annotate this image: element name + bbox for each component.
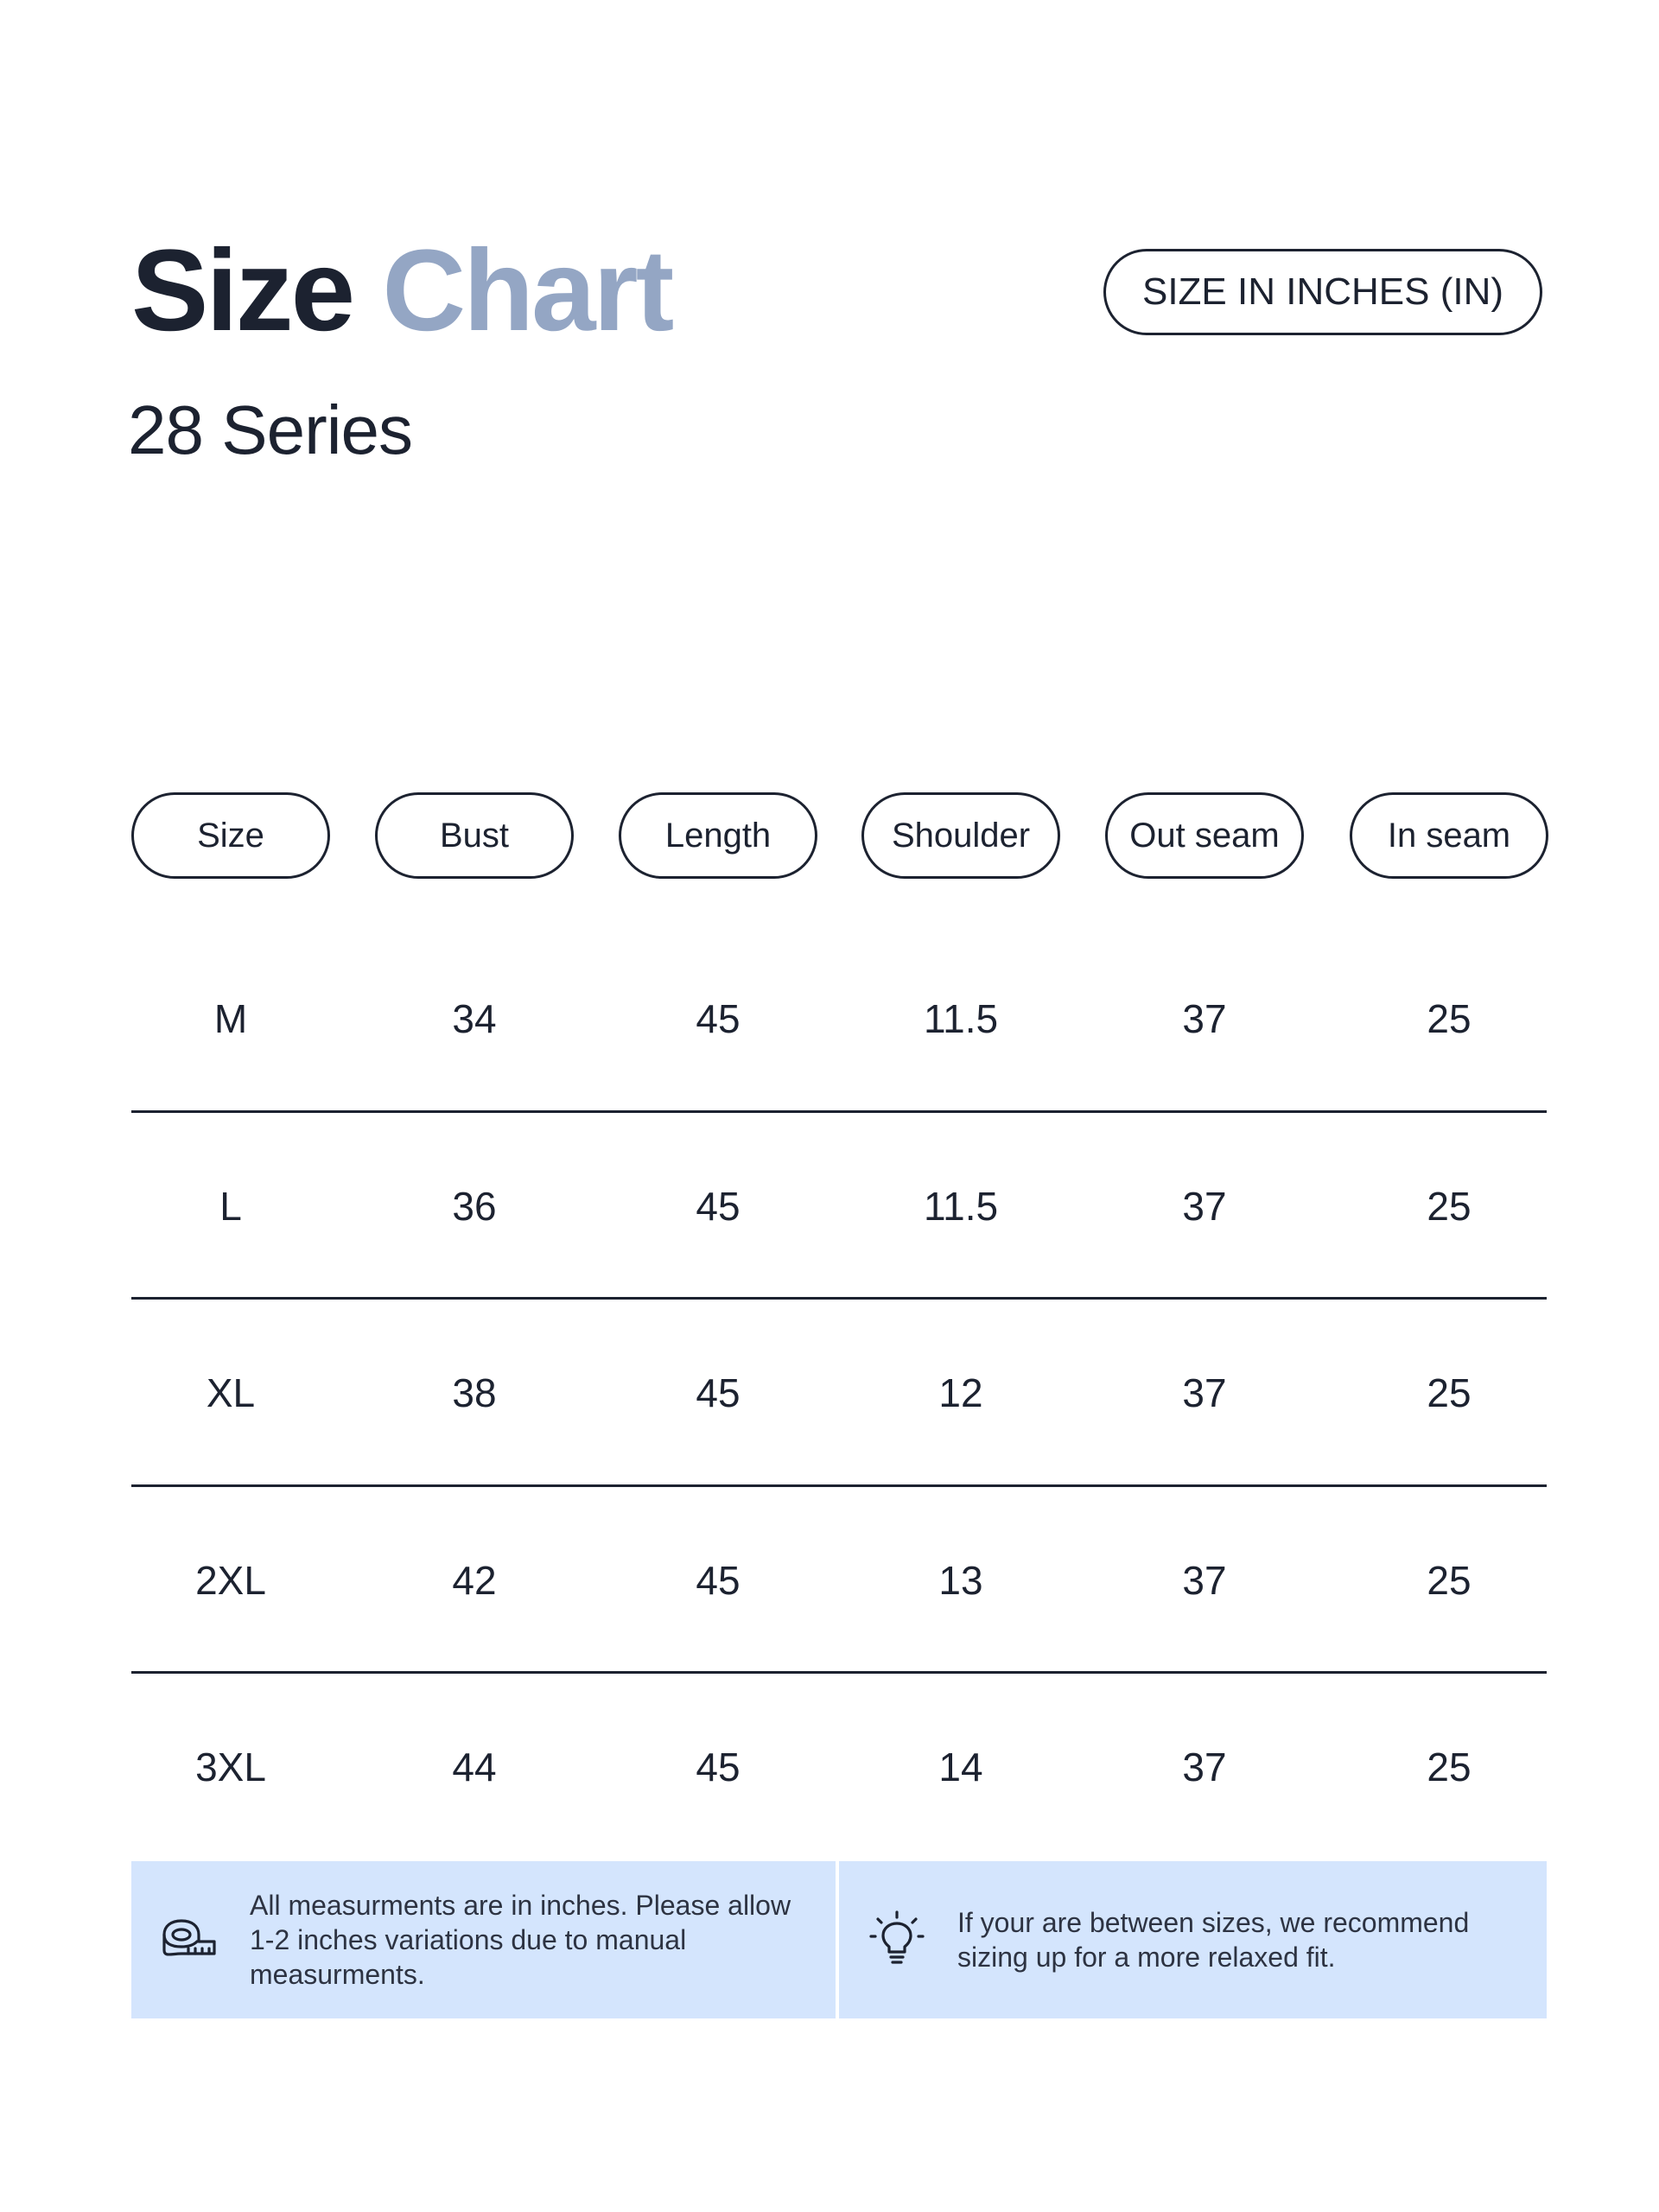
column-header-in-seam: In seam [1350, 792, 1548, 879]
fit-tip-text: If your are between sizes, we recommend sizing up for a more relaxed fit. [957, 1907, 1470, 1973]
table-row [131, 925, 1547, 1112]
cell-length: 45 [696, 996, 741, 1041]
title-main: Size [131, 226, 353, 355]
title-accent: Chart [382, 226, 672, 355]
column-header-shoulder: Shoulder [861, 792, 1060, 879]
cell-size: M [213, 996, 248, 1041]
cell-shoulder: 11.5 [923, 1184, 999, 1229]
cell-size: 3XL [195, 1745, 266, 1789]
cell-length: 45 [696, 1370, 741, 1415]
cell-bust: 38 [452, 1370, 497, 1415]
cell-out-seam: 37 [1182, 1370, 1227, 1415]
column-header-length: Length [619, 792, 817, 879]
cell-bust: 42 [452, 1558, 497, 1603]
cell-size: L [219, 1184, 242, 1229]
cell-shoulder: 12 [938, 1370, 983, 1415]
cell-bust: 36 [452, 1184, 497, 1229]
cell-in-seam: 25 [1427, 996, 1471, 1041]
cell-out-seam: 37 [1182, 1558, 1227, 1603]
cell-out-seam: 37 [1182, 1745, 1227, 1789]
cell-in-seam: 25 [1427, 1745, 1471, 1789]
cell-length: 45 [696, 1558, 741, 1603]
cell-size: 2XL [195, 1558, 266, 1603]
cell-out-seam: 37 [1182, 1184, 1227, 1229]
cell-shoulder: 11.5 [923, 996, 999, 1041]
cell-in-seam: 25 [1427, 1184, 1471, 1229]
cell-in-seam: 25 [1427, 1558, 1471, 1603]
measurement-note [131, 1861, 836, 2018]
column-header-size: Size [131, 792, 330, 879]
cell-in-seam: 25 [1427, 1370, 1471, 1415]
series-subtitle: 28 Series [128, 391, 412, 468]
cell-bust: 44 [452, 1745, 497, 1789]
column-header-out-seam: Out seam [1105, 792, 1304, 879]
table-row [131, 1487, 1547, 1674]
unit-badge: SIZE IN INCHES (IN) [1103, 249, 1542, 335]
table-row [131, 1300, 1547, 1486]
page-title [131, 226, 671, 356]
table-row [131, 1113, 1547, 1300]
measuring-tape-icon [157, 1909, 219, 1971]
measurement-note-text: All measurments are in inches. Please allow 1-2 inches variations due to manual measurments. [250, 1890, 791, 1990]
table-row [131, 1674, 1547, 1860]
cell-length: 45 [696, 1745, 741, 1789]
cell-length: 45 [696, 1184, 741, 1229]
column-header-bust: Bust [375, 792, 574, 879]
cell-shoulder: 14 [938, 1745, 983, 1789]
cell-out-seam: 37 [1182, 996, 1227, 1041]
cell-size: XL [206, 1370, 256, 1415]
cell-shoulder: 13 [938, 1558, 983, 1603]
lightbulb-icon [866, 1909, 928, 1971]
fit-tip-note [839, 1861, 1547, 2018]
cell-bust: 34 [452, 996, 497, 1041]
